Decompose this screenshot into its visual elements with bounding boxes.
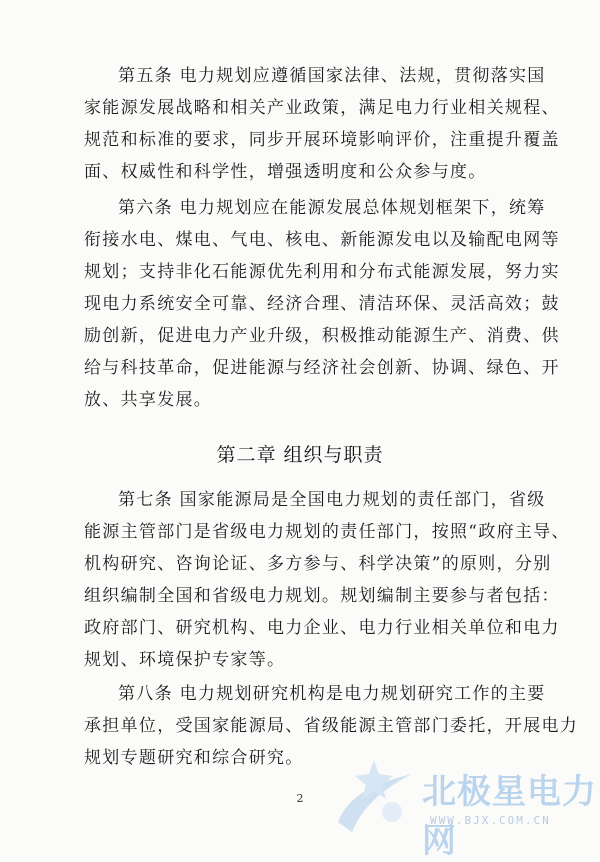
star-logo-icon <box>330 752 420 842</box>
article-7-line: 机构研究、咨询论证、多方参与、科学决策”的原则，分别 <box>84 554 552 574</box>
article-8-line: 规划专题研究和综合研究。 <box>84 748 304 768</box>
article-5 <box>84 60 560 188</box>
article-6-line: 现电力系统安全可靠、经济合理、清洁环保、灵活高效；鼓 <box>84 294 560 314</box>
article-6 <box>84 192 560 416</box>
article-6-line: 衔接水电、煤电、气电、核电、新能源发电以及输配电网等 <box>84 230 560 250</box>
watermark-url: WWW.BJX.COM.CN <box>430 814 551 827</box>
article-8-line: 第八条 电力规划研究机构是电力规划研究工作的主要 <box>118 684 546 704</box>
article-5-line: 家能源发展战略和相关产业政策，满足电力行业相关规程、 <box>84 98 560 118</box>
article-7-line: 第七条 国家能源局是全国电力规划的责任部门，省级 <box>118 490 546 510</box>
article-7 <box>84 484 570 676</box>
article-7-line: 组织编制全国和省级电力规划。规划编制主要参与者包括： <box>84 586 560 606</box>
article-7-line: 政府部门、研究机构、电力企业、电力行业相关单位和电力 <box>84 618 560 638</box>
article-8-line: 承担单位，受国家能源局、省级能源主管部门委托，开展电力 <box>84 716 579 736</box>
article-5-line: 面、权威性和科学性，增强透明度和公众参与度。 <box>84 162 487 182</box>
article-6-line: 励创新，促进电力产业升级，积极推动能源生产、消费、供 <box>84 326 560 346</box>
watermark-logo <box>330 752 600 861</box>
article-6-line: 规划；支持非化石能源优先利用和分布式能源发展，努力实 <box>84 262 560 282</box>
article-6-line: 给与科技革命，促进能源与经济社会创新、协调、绿色、开 <box>84 358 560 378</box>
article-5-line: 规范和标准的要求，同步开展环境影响评价，注重提升覆盖 <box>84 130 560 150</box>
article-7-line: 规划、环境保护专家等。 <box>84 650 286 670</box>
article-5-line: 第五条 电力规划应遵循国家法律、法规，贯彻落实国 <box>118 66 546 86</box>
watermark-name: 北极星电力网 <box>422 772 597 861</box>
page-number: 2 <box>296 792 304 805</box>
article-6-line: 第六条 电力规划应在能源发展总体规划框架下，统筹 <box>118 198 546 218</box>
chapter-title: 第二章 组织与职责 <box>216 444 384 466</box>
article-7-line: 能源主管部门是省级电力规划的责任部门，按照“政府主导、 <box>84 522 570 542</box>
article-6-line: 放、共享发展。 <box>84 390 213 410</box>
